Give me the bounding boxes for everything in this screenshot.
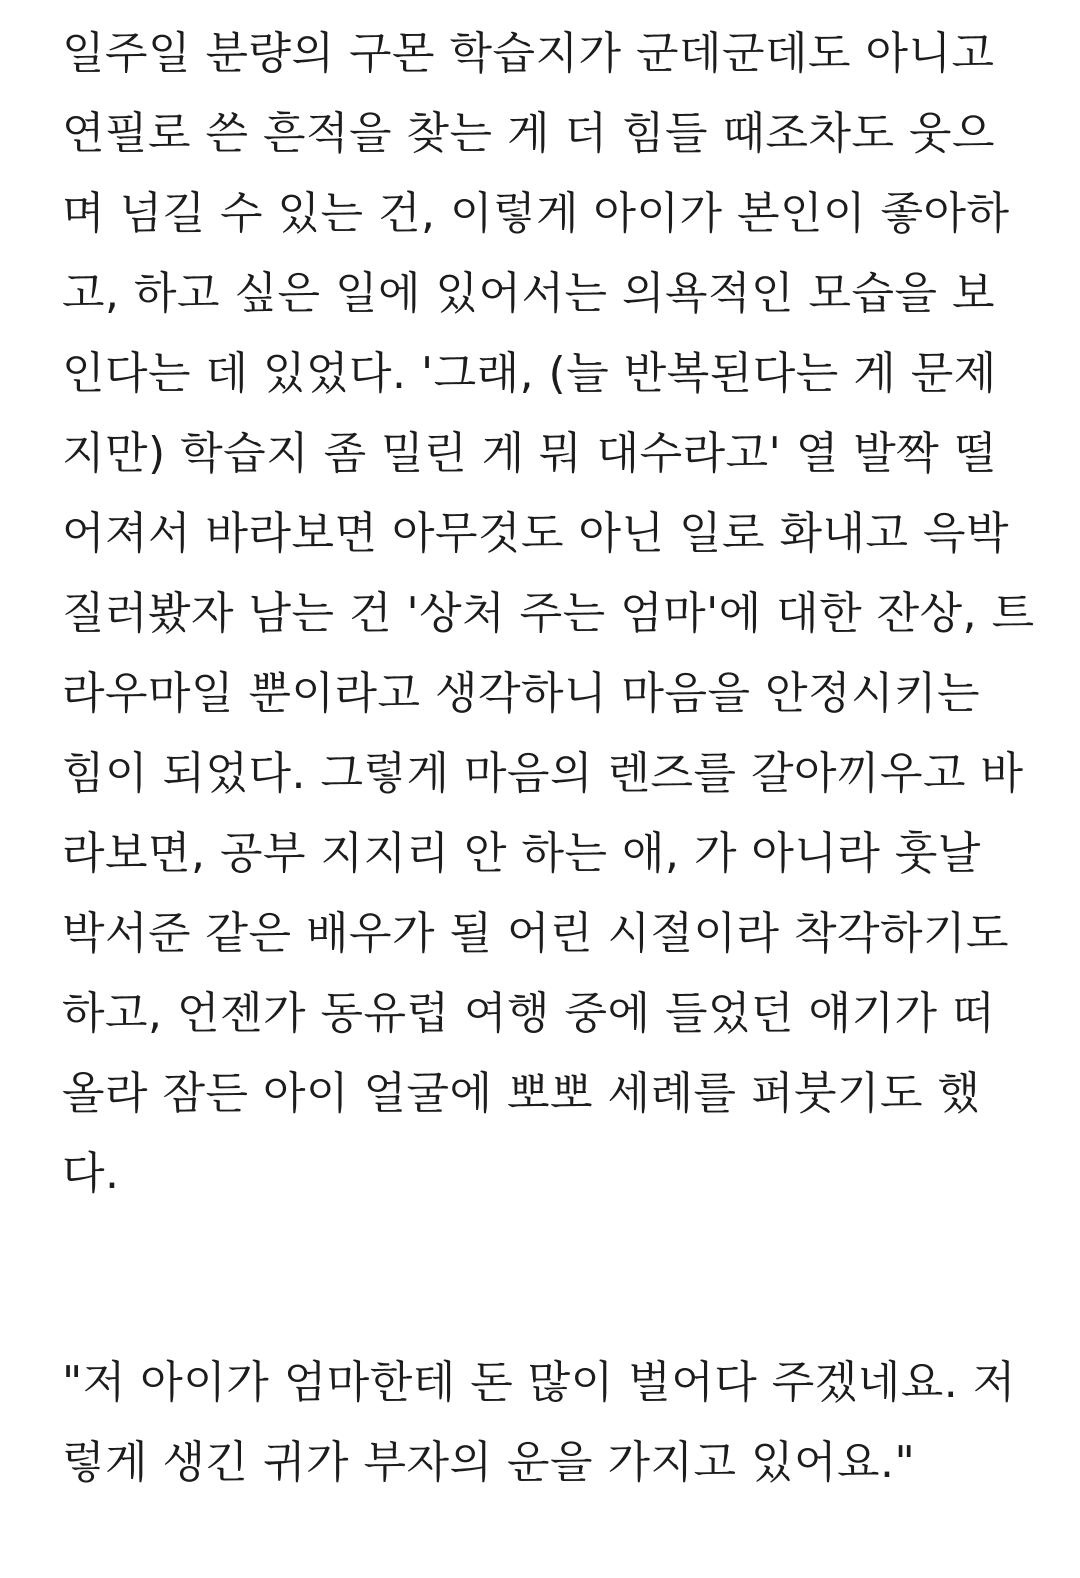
text-line: 연필로 쓴 흔적을 찾는 게 더 힘들 때조차도 웃으 bbox=[62, 108, 995, 159]
text-line: 지만) 학습지 좀 밀린 게 뭐 대수라고' 열 발짝 떨 bbox=[62, 428, 997, 479]
text-line: 질러봤자 남는 건 '상처 주는 엄마'에 대한 잔상, 트 bbox=[62, 588, 1035, 639]
text-line: 일주일 분량의 구몬 학습지가 군데군데도 아니고 bbox=[62, 28, 995, 79]
text-line: 라우마일 뿐이라고 생각하니 마음을 안정시키는 bbox=[62, 668, 981, 719]
text-line: 박서준 같은 배우가 될 어린 시절이라 착각하기도 bbox=[62, 908, 1009, 959]
text-line: 다. bbox=[62, 1148, 120, 1199]
text-line: 어져서 바라보면 아무것도 아닌 일로 화내고 윽박 bbox=[62, 508, 1009, 559]
text-line: 인다는 데 있었다. '그래, (늘 반복된다는 게 문제 bbox=[62, 348, 997, 399]
text-line: 렇게 생긴 귀가 부자의 운을 가지고 있어요." bbox=[62, 1437, 916, 1488]
text-line: "저 아이가 엄마한테 돈 많이 벌어다 주겠네요. 저 bbox=[62, 1357, 1016, 1408]
text-line: 며 넘길 수 있는 건, 이렇게 아이가 본인이 좋아하 bbox=[62, 188, 1010, 239]
text-line: 고, 하고 싶은 일에 있어서는 의욕적인 모습을 보 bbox=[62, 268, 995, 319]
text-line: 라보면, 공부 지지리 안 하는 애, 가 아니라 훗날 bbox=[62, 828, 981, 879]
text-line: 올라 잠든 아이 얼굴에 뽀뽀 세례를 퍼붓기도 했 bbox=[62, 1068, 981, 1119]
text-line: 하고, 언젠가 동유럽 여행 중에 들었던 얘기가 떠 bbox=[62, 988, 995, 1039]
text-line: 힘이 되었다. 그렇게 마음의 렌즈를 갈아끼우고 바 bbox=[62, 748, 1024, 799]
